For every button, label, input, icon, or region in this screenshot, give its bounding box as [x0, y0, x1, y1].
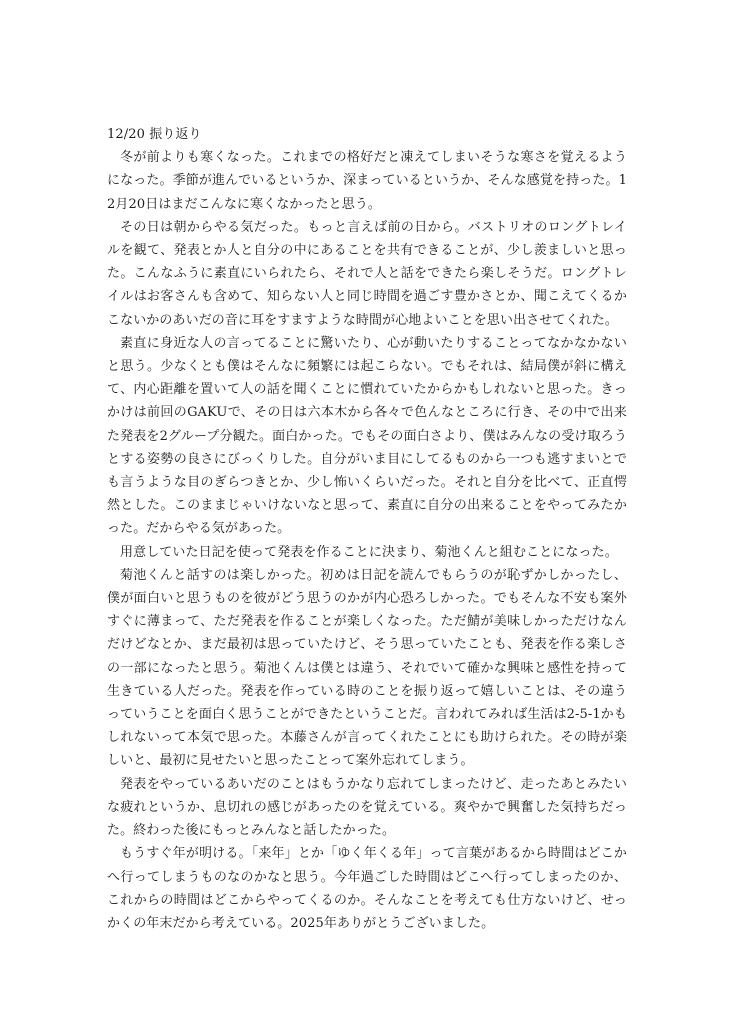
paragraph-7: もうすぐ年が明ける。「来年」とか「ゆく年くる年」って言葉があるから時間はどこかへ行ってしまうものなのかなと思う。今年過ごした時間はどこへ行ってしまったのか、これからの時間はどこからやってくるのか。そんなことを考えても仕方ないけど、せっかくの年末だから考えている。2025年ありがとうございました。: [107, 846, 627, 931]
paragraph-4: 用意していた日記を使って発表を作ることに決まり、菊池くんと組むことになった。: [120, 544, 618, 560]
document-title: 12/20 振り返り: [107, 127, 202, 142]
paragraph-5: 菊池くんと話すのは楽しかった。初めは日記を読んでもらうのが恥ずかしかったし、僕が面白いと思うものを彼がどう思うのかが内心恐ろしかった。でもそんな不安も案外すぐに薄まって、ただ発表を作ることが楽しくなった。ただ鯖が美味しかっただけなんだけどなとか、まだ最初は思っていたけど、そう思っていたことも、発表を作る楽しさの一部になったと思う。菊池くんは僕とは違う、それでいて確かな興味と感性を持って生きている人だった。発表を作っている時のことを振り返って嬉しいことは、その違うっていうことを面白く思うことができたということだ。言われてみれば生活は2-5-1かもしれないって本気で思った。本藤さんが言ってくれたことにも助けられた。その時が楽しいと、最初に見せたいと思ったことって案外忘れてしまう。: [107, 567, 627, 769]
paragraph-3: 素直に身近な人の言ってることに驚いたり、心が動いたりすることってなかなかないと思う。少なくとも僕はそんなに頻繁には起こらない。でもそれは、結局僕が斜に構えて、内心距離を置いて人の話を聞くことに慣れていたからかもしれないと思った。きっかけは前回のGAKUで、その日は六本木から各々で色んなところに行き、その中で出来た発表を2グループ分観た。面白かった。でもその面白さより、僕はみんなの受け取ろうとする姿勢の良さにびっくりした。自分がいま目にしてるものから一つも逃すまいとでも言うような目のぎらつきとか、少し怖いくらいだった。それと自分を比べて、正直愕然とした。このままじゃいけないなと思って、素直に自分の出来ることをやってみたかった。だからやる気があった。: [107, 335, 627, 537]
document-body: [107, 123, 627, 935]
paragraph-2: その日は朝からやる気だった。もっと言えば前の日から。バストリオのロングトレイルを観て、発表とか人と自分の中にあることを共有できることが、少し羨ましいと思った。こんなふうに素直にいられたら、それで人と話をできたら楽しそうだ。ロングトレイルはお客さんも含めて、知らない人と同じ時間を過ごす豊かさとか、聞こえてくるかこないかのあいだの音に耳をすますような時間が心地よいことを思い出させてくれた。: [107, 219, 627, 328]
paragraph-6: 発表をやっているあいだのことはもうかなり忘れてしまったけど、走ったあとみたいな疲れというか、息切れの感じがあったのを覚えている。爽やかで興奮した気持ちだった。終わった後にもっとみんなと話したかった。: [107, 776, 627, 839]
paragraph-1: 冬が前よりも寒くなった。これまでの格好だと凍えてしまいそうな寒さを覚えるようになった。季節が進んでいるというか、深まっているというか、そんな感覚を持った。12月20日はまだこんなに寒くなかったと思う。: [107, 150, 627, 212]
